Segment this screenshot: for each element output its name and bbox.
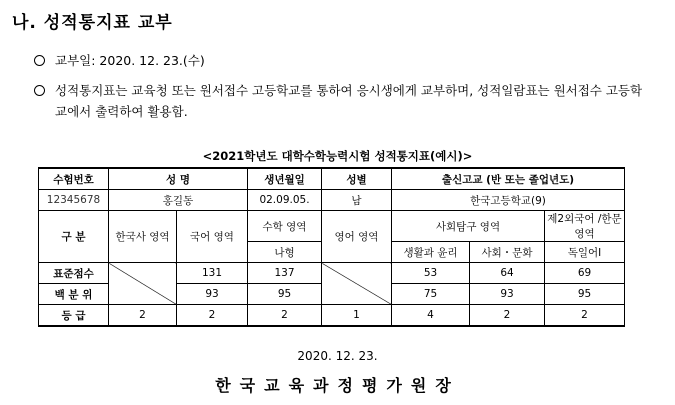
standard-inquiry-2: 64 xyxy=(470,263,545,284)
description-text: 성적통지표는 교육청 또는 원서접수 고등학교를 통하여 응시생에게 교부하며, 성적일람표는 원서접수 고등학교에서 출력하여 활용함. xyxy=(55,83,643,119)
header-gender: 성별 xyxy=(322,168,392,190)
standard-korean: 131 xyxy=(177,263,248,284)
subject-english: 영어 영역 xyxy=(322,211,392,263)
student-exam-no: 12345678 xyxy=(39,190,109,211)
subject-inquiry-1: 생활과 윤리 xyxy=(392,242,470,263)
subject-math: 수학 영역 xyxy=(248,211,322,242)
grade-label: 등 급 xyxy=(39,305,109,327)
subject-foreign: 제2외국어 /한문 영역 xyxy=(545,211,625,242)
description-bullet xyxy=(34,80,654,122)
issuer-name: 한국교육과정평가원장 xyxy=(215,376,460,395)
header-name: 성 명 xyxy=(109,168,248,190)
section-heading: 나. 성적통지표 교부 xyxy=(12,13,173,33)
grade-inquiry-1: 4 xyxy=(392,305,470,327)
subject-history: 한국사 영역 xyxy=(109,211,177,263)
category-label: 구 분 xyxy=(39,211,109,263)
student-gender: 남 xyxy=(322,190,392,211)
circle-bullet-icon xyxy=(34,85,45,96)
percentile-korean: 93 xyxy=(177,284,248,305)
grade-foreign: 2 xyxy=(545,305,625,327)
standard-score-label: 표준점수 xyxy=(39,263,109,284)
footer-date: 2020. 12. 23. xyxy=(297,349,378,363)
subject-foreign-sub: 독일어Ⅰ xyxy=(545,242,625,263)
percentile-inquiry-2: 93 xyxy=(470,284,545,305)
grade-inquiry-2: 2 xyxy=(470,305,545,327)
standard-math: 137 xyxy=(248,263,322,284)
history-diagonal-cell xyxy=(109,263,177,305)
grade-math: 2 xyxy=(248,305,322,327)
student-school: 한국고등학교(9) xyxy=(392,190,625,211)
subject-korean: 국어 영역 xyxy=(177,211,248,263)
header-school: 출신고교 (반 또는 졸업년도) xyxy=(392,168,625,190)
header-birth: 생년월일 xyxy=(248,168,322,190)
subject-inquiry-2: 사회・문화 xyxy=(470,242,545,263)
header-exam-no: 수험번호 xyxy=(39,168,109,190)
student-name: 홍길동 xyxy=(109,190,248,211)
percentile-label: 백 분 위 xyxy=(39,284,109,305)
percentile-foreign: 95 xyxy=(545,284,625,305)
percentile-math: 95 xyxy=(248,284,322,305)
student-birth: 02.09.05. xyxy=(248,190,322,211)
table-caption: <2021학년도 대학수학능력시험 성적통지표(예시)> xyxy=(202,149,473,163)
standard-foreign: 69 xyxy=(545,263,625,284)
subject-inquiry: 사회탐구 영역 xyxy=(392,211,545,242)
issue-date-text: 교부일: 2020. 12. 23.(수) xyxy=(55,53,205,68)
standard-inquiry-1: 53 xyxy=(392,263,470,284)
percentile-inquiry-1: 75 xyxy=(392,284,470,305)
subject-math-type: 나형 xyxy=(248,242,322,263)
grade-korean: 2 xyxy=(177,305,248,327)
grade-history: 2 xyxy=(109,305,177,327)
circle-bullet-icon xyxy=(34,55,45,66)
grade-english: 1 xyxy=(322,305,392,327)
score-report-table xyxy=(38,167,625,327)
english-diagonal-cell xyxy=(322,263,392,305)
issue-date-bullet xyxy=(34,50,205,71)
